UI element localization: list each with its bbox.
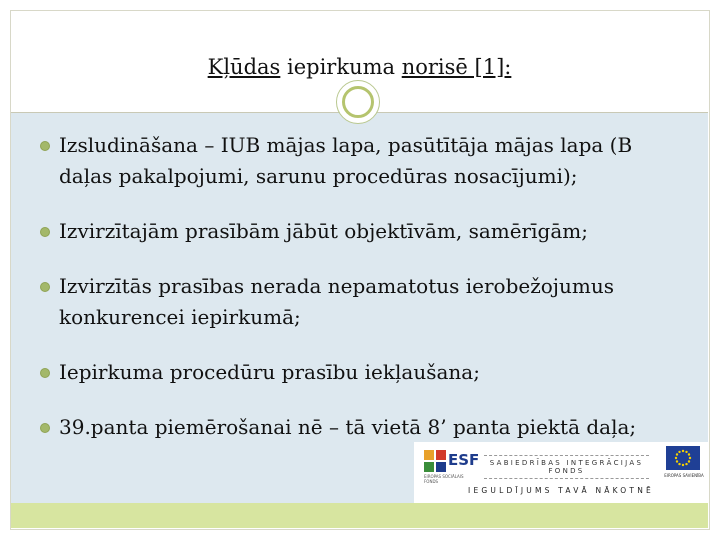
fund-name: SABIEDRĪBAS INTEGRĀCIJAS FONDS [484,455,649,479]
bullet-text: 39.panta piemērošanai nē – tā vietā 8’ panta piektā daļa; [59,415,637,439]
bullet-item [40,357,680,388]
bullet-text: Izvirzītajām prasībām jābūt objektīvām, samērīgām; [59,219,588,243]
bullet-text: Izsludināšana – IUB mājas lapa, pasūtītāja mājas lapa (B daļas pakalpojumi, sarunu procedūras nosacījumi); [59,133,633,188]
title-part-2: iepirkuma [280,55,402,79]
esf-label: ESF [448,451,480,469]
bullet-dot-icon [40,227,50,237]
bullet-dot-icon [40,368,50,378]
title-part-1: Kļūdas [207,55,281,79]
bullet-dot-icon [40,423,50,433]
bullet-text: Iepirkuma procedūru prasību iekļaušana; [59,360,480,384]
slogan: IEGULDĪJUMS TAVĀ NĀKOTNĒ [468,486,654,495]
bullet-item [40,271,680,333]
title-part-3: norisē [1]: [401,55,512,79]
esf-icon [424,450,446,472]
eu-flag-icon [666,446,700,470]
footer-bar [11,503,708,528]
bullet-list [40,130,680,443]
ornament-ring-icon [336,80,380,124]
bullet-item [40,130,680,192]
bullet-dot-icon [40,282,50,292]
bullet-item [40,412,680,443]
eu-caption: EIROPAS SAVIENĪBA [664,473,704,478]
bullet-dot-icon [40,141,50,151]
bullet-item [40,216,680,247]
bullet-text: Izvirzītās prasības nerada nepamatotus ierobežojumus konkurencei iepirkumā; [59,274,614,329]
funding-logos [414,442,708,503]
esf-caption: EIROPAS SOCIĀLAIS FONDS [424,474,464,484]
slide-title [11,55,708,79]
